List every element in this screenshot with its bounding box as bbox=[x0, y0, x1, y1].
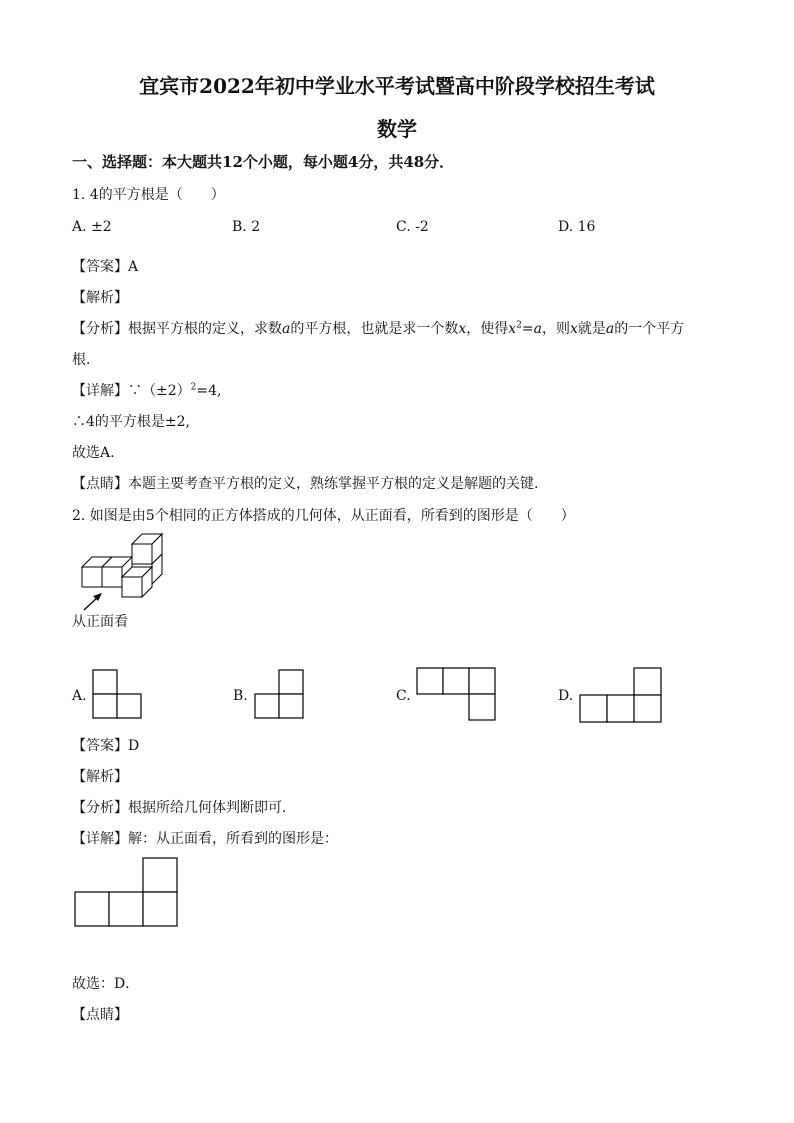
q2-option-d-label: D. bbox=[558, 688, 574, 704]
exam-title: 宜宾市2022年初中学业水平考试暨高中阶段学校招生考试 bbox=[139, 74, 655, 98]
q1-analysis-label: 【解析】 bbox=[72, 290, 128, 306]
q2-option-b-label: B. bbox=[233, 688, 248, 704]
q2-fenxi: 【分析】根据所给几何体判断即可． bbox=[72, 800, 296, 816]
q2-choose: 故选：D． bbox=[72, 976, 140, 992]
q1-comment: 【点睛】本题主要考查平方根的定义，熟练掌握平方根的定义是解题的关键. bbox=[72, 476, 539, 492]
section-heading: 一、选择题：本大题共12个小题，每小题4分，共48分． bbox=[72, 153, 455, 171]
q1-option-d: D. 16 bbox=[558, 219, 596, 235]
q1-fenxi-line1: 【分析】根据平方根的定义，求数a的平方根，也就是求一个数x，使得$x^2=a$，则x就是a的一个平方 bbox=[72, 320, 685, 337]
q2-option-a-label: A. bbox=[72, 688, 87, 704]
q1-stem: 1. 4的平方根是（ ） bbox=[72, 187, 225, 203]
q1-fenxi-line2: 根． bbox=[72, 352, 100, 368]
q2-analysis-label: 【解析】 bbox=[72, 769, 128, 785]
q2-option-b-figure bbox=[255, 670, 305, 720]
q1-answer: 【答案】A bbox=[72, 259, 139, 275]
q2-option-c-figure bbox=[417, 668, 497, 723]
subject-title: 数学 bbox=[377, 117, 417, 141]
q2-option-c-label: C. bbox=[396, 688, 411, 704]
q2-view-label: 从正面看 bbox=[72, 614, 128, 630]
q2-solution-figure bbox=[75, 858, 180, 930]
q1-option-a: A. ±2 bbox=[72, 219, 112, 235]
q2-option-d-figure bbox=[580, 668, 662, 723]
q1-therefore: ∴4的平方根是±2, bbox=[72, 414, 190, 430]
q2-answer: 【答案】D bbox=[72, 738, 140, 754]
q2-detail: 【详解】解：从正面看，所看到的图形是： bbox=[72, 831, 338, 847]
q2-option-a-figure bbox=[93, 670, 143, 720]
q1-option-b: B. 2 bbox=[232, 219, 261, 235]
q2-comment: 【点睛】 bbox=[72, 1007, 128, 1023]
q2-stem: 2. 如图是由5个相同的正方体搭成的几何体，从正面看，所看到的图形是（ ） bbox=[72, 508, 575, 524]
q1-detail: 【详解】$\because(\pm 2)^2=4$, bbox=[72, 382, 222, 399]
q1-choose: 故选A. bbox=[72, 445, 115, 461]
q1-option-c: C. -2 bbox=[396, 219, 429, 235]
